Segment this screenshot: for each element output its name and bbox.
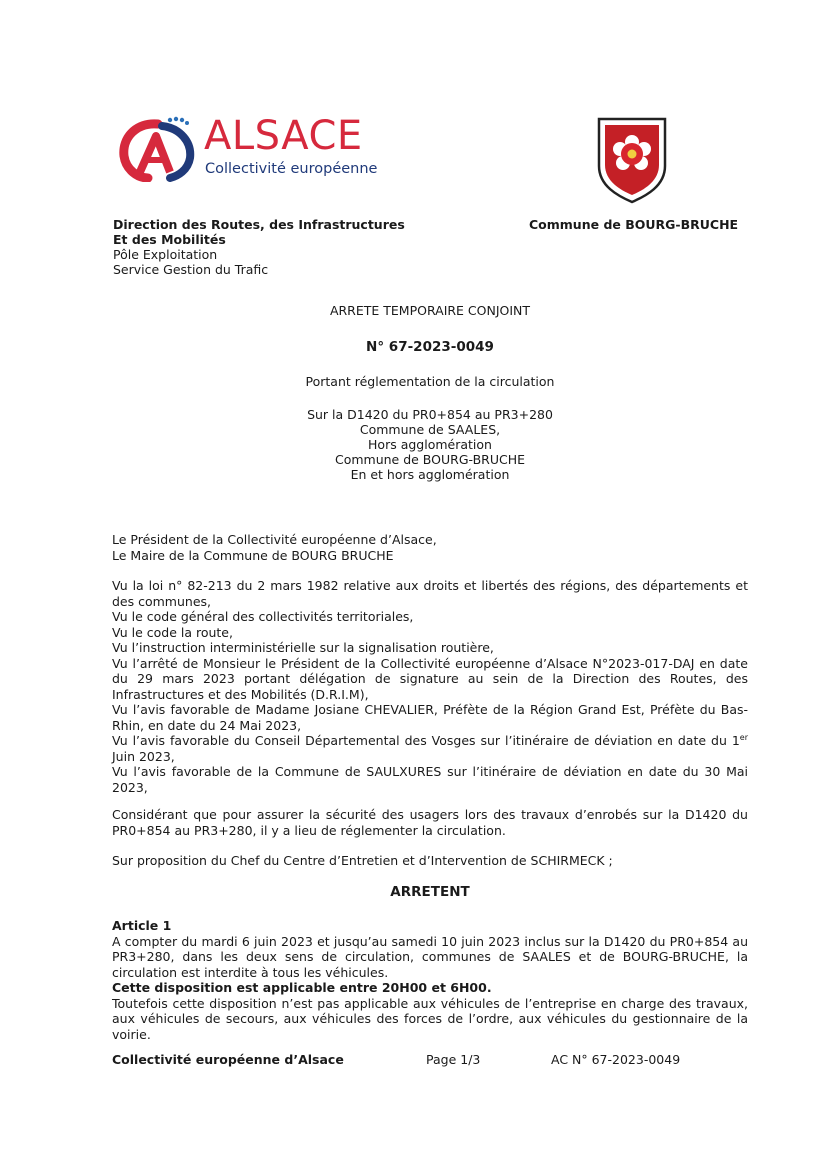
location-line: En et hors agglomération bbox=[350, 467, 510, 482]
footer-page: Page 1/3 bbox=[426, 1052, 481, 1067]
visa-item: Vu le code la route, bbox=[112, 624, 233, 640]
rose-shield-icon bbox=[596, 116, 668, 204]
visa-item: Vu le code général des collectivités territoriales, bbox=[112, 609, 414, 624]
header-left bbox=[113, 217, 405, 277]
visas-block bbox=[112, 578, 748, 795]
visa-tail: Juin 2023, bbox=[112, 748, 175, 764]
location-line: Hors agglomération bbox=[368, 437, 492, 452]
visa-item: Vu la loi n° 82-213 du 2 mars 1982 relative aux droits et libertés des régions, des départements et des communes, bbox=[112, 578, 748, 609]
arrete-heading: ARRETE TEMPORAIRE CONJOINT bbox=[329, 303, 531, 318]
proposition: Sur proposition du Chef du Centre d’Entretien et d’Intervention de SCHIRMECK ; bbox=[112, 853, 613, 868]
service-line: Service Gestion du Trafic bbox=[113, 262, 269, 277]
alsace-emblem-icon bbox=[118, 112, 204, 182]
header-right: Commune de BOURG-BRUCHE bbox=[529, 217, 739, 232]
article-1-title: Article 1 bbox=[112, 918, 172, 933]
location-line: Commune de BOURG-BRUCHE bbox=[334, 452, 526, 467]
article-1 bbox=[112, 918, 748, 1042]
location-line: Sur la D1420 du PR0+854 au PR3+280 bbox=[307, 407, 553, 422]
alsace-logo bbox=[118, 112, 378, 182]
considerant: Considérant que pour assurer la sécurité des usagers lors des travaux d’enrobés sur la D1420 du PR0+854 au PR3+280, il y a lieu de réglementer la circulation. bbox=[112, 807, 748, 838]
arrete-subject: Portant réglementation de la circulation bbox=[305, 374, 555, 389]
visa-item bbox=[112, 733, 748, 764]
visa-item: Vu l’avis favorable de la Commune de SAULXURES sur l’itinéraire de déviation en date du 30 Mai 2023, bbox=[112, 764, 748, 795]
direction-line1: Direction des Routes, des Infrastructures bbox=[113, 217, 405, 232]
direction-line2: Et des Mobilités bbox=[113, 232, 226, 247]
article-1-exception: Toutefois cette disposition n’est pas applicable aux véhicules de l’entreprise en charge des travaux, aux véhicules de secours, aux véhicules des forces de l’ordre, aux véhicules du gestionnaire de la voirie. bbox=[112, 995, 748, 1042]
signatory-maire: Le Maire de la Commune de BOURG BRUCHE bbox=[112, 547, 394, 563]
signatory-president: Le Président de la Collectivité européenne d’Alsace, bbox=[112, 532, 437, 547]
visa-text: Vu l’avis favorable du Conseil Départemental des Vosges sur l’itinéraire de déviation en date du 1 bbox=[112, 733, 740, 748]
logo-subtitle: Collectivité européenne bbox=[205, 161, 378, 177]
pole-line: Pôle Exploitation bbox=[113, 247, 218, 262]
article-1-bold-line: Cette disposition est applicable entre 20H00 et 6H00. bbox=[112, 980, 492, 995]
arretent-heading: ARRETENT bbox=[390, 884, 470, 900]
footer-left: Collectivité européenne d’Alsace bbox=[112, 1052, 344, 1067]
location-line: Commune de SAALES, bbox=[359, 422, 501, 437]
visa-item: Vu l’arrêté de Monsieur le Président de la Collectivité européenne d’Alsace N°2023-017-DAJ en date du 29 mars 2023 portant délégation de signature au sein de la Direction des Routes, des Infrastructures et des Mobilités (D.R.I.M), bbox=[112, 655, 748, 702]
article-1-text: A compter du mardi 6 juin 2023 et jusqu’au samedi 10 juin 2023 inclus sur la D1420 du PR0+854 au PR3+280, dans les deux sens de circulation, communes de SAALES et de BOURG-BRUCHE, la circulation est interdite à tous les véhicules. bbox=[112, 933, 748, 980]
location-block bbox=[0, 407, 827, 482]
coat-of-arms bbox=[596, 116, 668, 204]
footer-reference: AC N° 67-2023-0049 bbox=[551, 1052, 681, 1067]
signatories bbox=[112, 532, 748, 563]
visa-sup: er bbox=[739, 732, 748, 742]
visa-item: Vu l’instruction interministérielle sur la signalisation routière, bbox=[112, 640, 494, 655]
visa-item: Vu l’avis favorable de Madame Josiane CHEVALIER, Préfète de la Région Grand Est, Préfète du Bas-Rhin, en date du 24 Mai 2023, bbox=[112, 702, 748, 733]
arrete-number: N° 67-2023-0049 bbox=[366, 339, 494, 355]
logo-word: ALSACE bbox=[204, 113, 363, 159]
